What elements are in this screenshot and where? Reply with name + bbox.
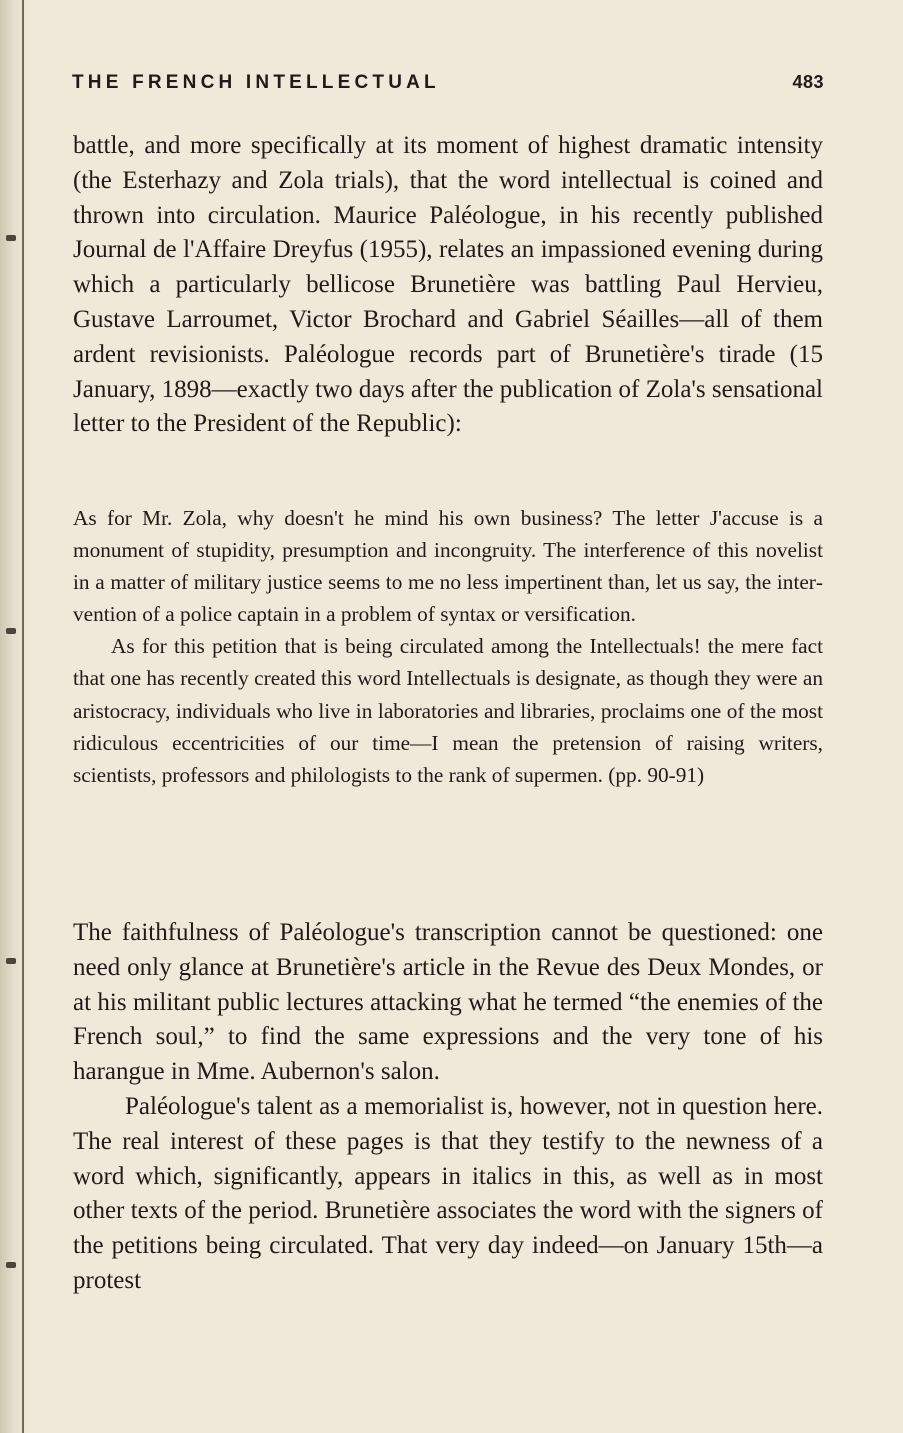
running-title: THE FRENCH INTELLECTUAL: [72, 72, 440, 93]
page-number: 483: [792, 72, 824, 92]
body-paragraphs-2-3: [73, 916, 823, 1299]
paragraph-text: Paléologue's talent as a memorialist is, however, not in question here. The real interest of these pages is that they testify to the newness of a word which, significantly, appears in italics in this, as well as in most other texts of the period. Brunetière associates the word with the signers of the petitions being circulated. That very day indeed—on January 15th—a protest: [73, 1092, 823, 1294]
block-quote: [73, 502, 823, 791]
body-paragraph-1: [73, 129, 823, 442]
paragraph-text: battle, and more specifically at its moment of highest dramatic intensity (the Esterhazy and Zola trials), that the word intellectual is coined and thrown into circulation. Maurice Paléologue, in his recently published Journal de l'Affaire Dreyfus (1955), relates an impassioned evening during which a particularly bellicose Brunetière was battling Paul Hervieu, Gustave Larroumet, Victor Brochard and Gabriel Séailles—all of them ardent revisionists. Paléologue records part of Brunetière's tirade (15 January, 1898—exactly two days after the publication of Zola's sensational letter to the President of the Republic):: [73, 132, 823, 438]
margin-mark: [6, 235, 16, 241]
running-header: [72, 72, 824, 98]
margin-mark: [6, 628, 16, 634]
margin-mark: [6, 958, 16, 964]
binding-line: [22, 0, 24, 1433]
book-spine-shadow: [0, 0, 30, 1433]
margin-mark: [6, 1262, 16, 1268]
quote-paragraph-2: As for this petition that is being circulated among the Intellectuals! the mere fact that one has recently created this word Intellectuals is designate, as though they were an aristocracy, individuals who live in laboratories and libraries, proclaims one of the most ridiculous eccentricities of our time—I mean the pretension of raising writers, scientists, professors and philologists to the rank of supermen. (pp. 90-91): [73, 634, 823, 787]
quote-paragraph-1: As for Mr. Zola, why doesn't he mind his own business? The letter J'accuse is a monument of stupidity, presumption and incongruity. The interference of this novelist in a matter of military justice seems to me no less impertinent than, let us say, the intervention of a police captain in a problem of syntax or versification.: [73, 506, 823, 627]
paragraph-text: The faithfulness of Paléologue's transcription cannot be questioned: one need only glance at Brunetière's article in the Revue des Deux Mondes, or at his militant public lectures attacking what he termed “the enemies of the French soul,” to find the same expressions and the very tone of his harangue in Mme. Aubernon's salon.: [73, 919, 823, 1086]
